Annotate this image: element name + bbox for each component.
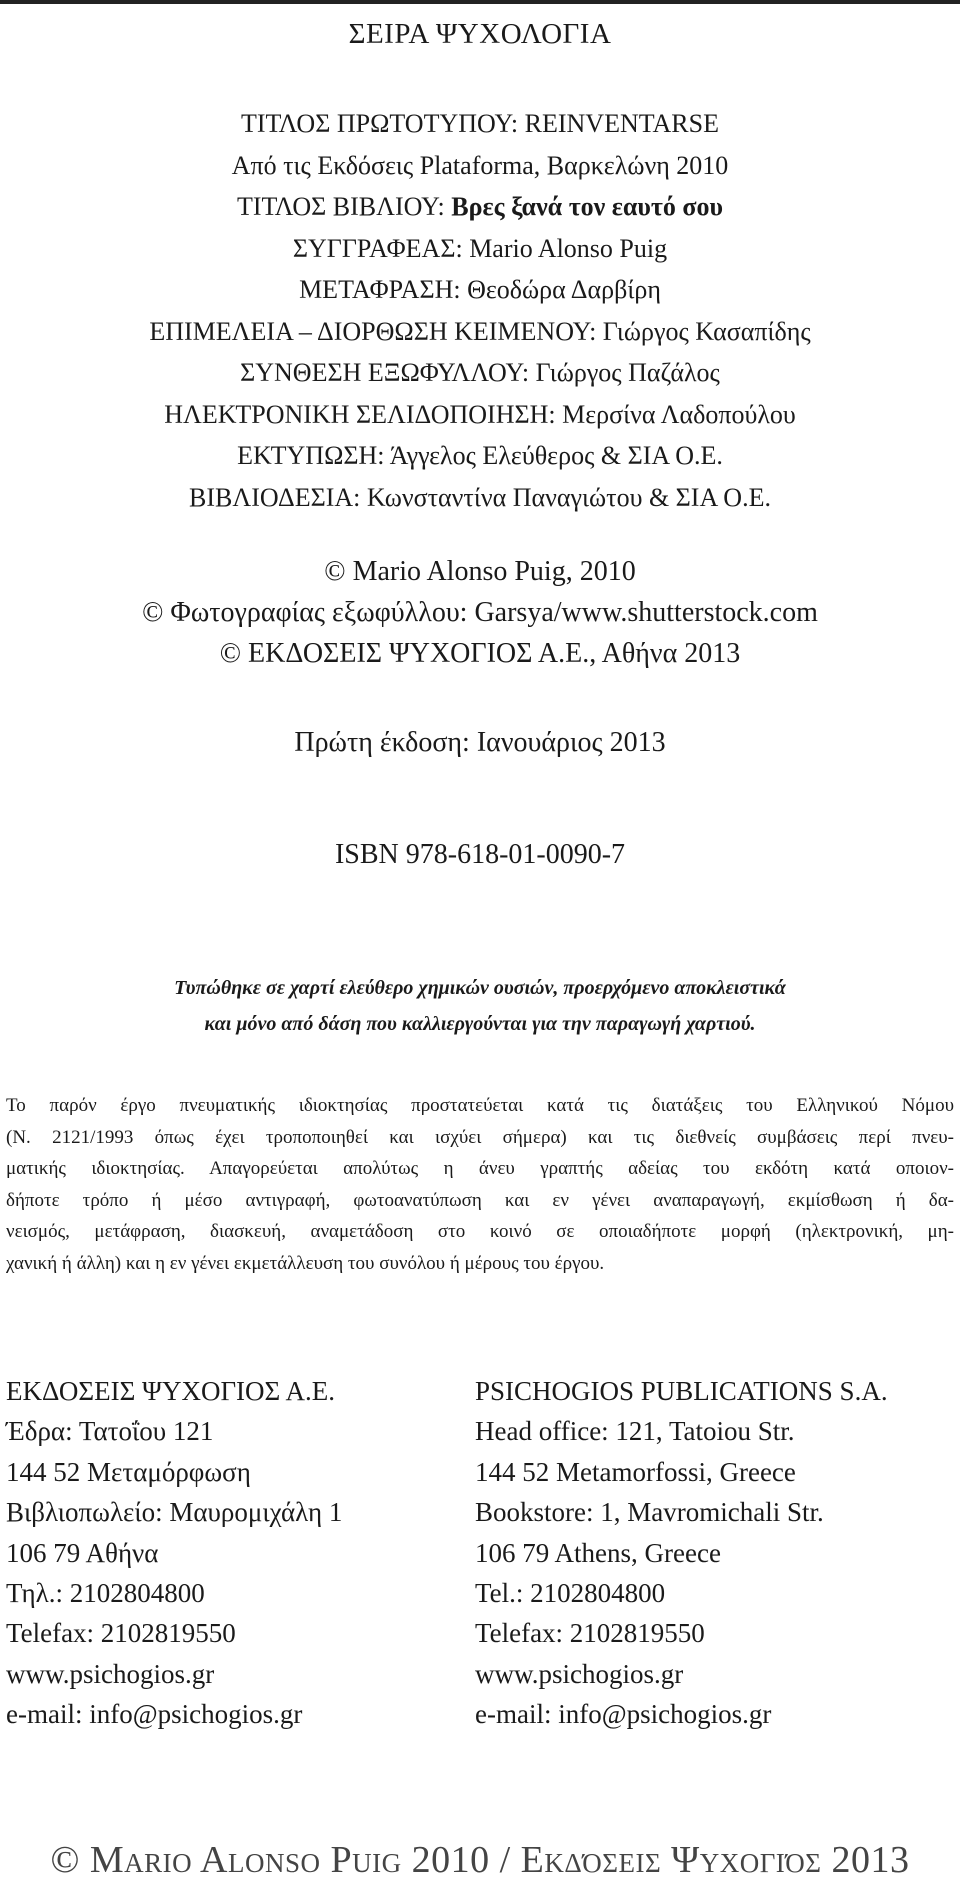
address-line: 106 79 Αθήνα [6, 1537, 159, 1568]
address-line: Βιβλιοπωλείο: Μαυρομιχάλη 1 [6, 1497, 343, 1528]
paper-note-line: Τυπώθηκε σε χαρτί ελεύθερο χημικών ουσιών, προερχόμενο αποκλειστικά [174, 977, 786, 999]
series-title: ΣΕΙΡΑ ΨΥΧΟΛΟΓΙΑ [348, 18, 612, 50]
paper-note [0, 970, 960, 1042]
legal-line: δήποτε τρόπο ή μέσο αντιγραφή, φωτοανατύπωση και εν γένει αναπαραγωγή, εκμίσθωση ή δα- [6, 1189, 954, 1211]
binding-line: ΒΙΒΛΙΟΔΕΣΙΑ: Κωνσταντίνα Παναγιώτου & ΣΙΑ Ο.Ε. [189, 482, 771, 512]
address-line: Tel.: 2102804800 [475, 1578, 666, 1609]
legal-line: χανική ή άλλη) και η εν γένει εκμετάλλευση του συνόλου ή μέρους του έργου. [6, 1252, 605, 1274]
editing-line: ΕΠΙΜΕΛΕΙΑ – ΔΙΟΡΘΩΣΗ ΚΕΙΜΕΝΟΥ: Γιώργος Κασαπίδης [149, 316, 811, 346]
address-line: www.psichogios.gr [475, 1658, 684, 1689]
address-line: e-mail: info@psichogios.gr [6, 1699, 303, 1730]
top-rule [0, 0, 960, 4]
address-line: www.psichogios.gr [6, 1658, 215, 1689]
book-title-label: ΤΙΤΛΟΣ ΒΙΒΛΙΟΥ: [236, 192, 452, 221]
address-line: Telefax: 2102819550 [6, 1618, 236, 1649]
address-line: e-mail: info@psichogios.gr [475, 1699, 772, 1730]
address-line: PSICHOGIOS PUBLICATIONS S.A. [475, 1376, 888, 1406]
address-line: ΕΚΔΟΣΕΙΣ ΨΥΧΟΓΙΟΣ Α.Ε. [6, 1376, 336, 1406]
publisher-address-english [475, 1371, 888, 1735]
address-line: 144 52 Μεταμόρφωση [6, 1456, 251, 1487]
legal-line: ματικής ιδιοκτησίας. Απαγορεύεται απολύτως η άνευ γραπτής αδείας του εκδότη κατά οποιον- [6, 1158, 954, 1179]
author-line: ΣΥΓΓΡΑΦΕΑΣ: Mario Alonso Puig [292, 233, 668, 263]
address-line: 144 52 Metamorfossi, Greece [475, 1456, 796, 1487]
copyright-author: © Mario Alonso Puig, 2010 [324, 556, 636, 587]
address-line: Τηλ.: 2102804800 [6, 1578, 205, 1609]
legal-notice [6, 1090, 954, 1279]
address-line: Έδρα: Τατοΐου 121 [6, 1416, 214, 1447]
credits-block [0, 103, 960, 518]
legal-line: Το παρόν έργο πνευματικής ιδιοκτησίας προστατεύεται κατά τις διατάξεις του Ελληνικού Νόμου [6, 1095, 954, 1116]
book-title-line [0, 186, 960, 228]
publisher-address-greek [6, 1371, 342, 1735]
first-edition: Πρώτη έκδοση: Ιανουάριος 2013 [294, 727, 666, 758]
copyright-cover-photo: © Φωτογραφίας εξωφύλλου: Garsya/www.shutterstock.com [142, 597, 818, 628]
legal-line: (Ν. 2121/1993 όπως έχει τροποποιηθεί και ισχύει σήμερα) και τις διεθνείς συμβάσεις περί πνευ- [6, 1126, 954, 1148]
translation-line: ΜΕΤΑΦΡΑΣΗ: Θεοδώρα Δαρβίρη [299, 275, 661, 304]
e-layout-line: ΗΛΕΚΤΡΟΝΙΚΗ ΣΕΛΙΔΟΠΟΙΗΣΗ: Μερσίνα Λαδοπούλου [164, 399, 796, 429]
book-title: Βρες ξανά τον εαυτό σου [451, 192, 724, 221]
isbn: ISBN 978-618-01-0090-7 [334, 839, 626, 870]
copyright-block [0, 551, 960, 674]
address-line: Head office: 121, Tatoiou Str. [475, 1416, 795, 1447]
legal-line: νεισμός, μετάφραση, διασκευή, αναμετάδοση στο κοινό σε οποιαδήποτε μορφή (ηλεκτρονική, μη- [6, 1221, 954, 1242]
paper-note-line: και μόνο από δάση που καλλιεργούνται για την παραγωγή χαρτιού. [204, 1013, 756, 1035]
printing-line: ΕΚΤΥΠΩΣΗ: Άγγελος Ελεύθερος & ΣΙΑ Ο.Ε. [237, 441, 723, 470]
copyright-publisher: © ΕΚΔΟΣΕΙΣ ΨΥΧΟΓΙΟΣ Α.Ε., Αθήνα 2013 [219, 638, 741, 669]
address-line: Telefax: 2102819550 [475, 1618, 705, 1649]
address-line: Bookstore: 1, Mavromichali Str. [475, 1497, 824, 1528]
page-footer: © Mario Alonso Puig 2010 / Εκδόσεις Ψυχογιός 2013 [50, 1839, 910, 1881]
original-publisher-line: Από τις Εκδόσεις Plataforma, Βαρκελώνη 2010 [231, 150, 729, 180]
original-title-line: ΤΙΤΛΟΣ ΠΡΩΤΟΤΥΠΟΥ: REINVENTARSE [241, 109, 719, 138]
cover-design-line: ΣΥΝΘΕΣΗ ΕΞΩΦΥΛΛΟΥ: Γιώργος Παζάλος [240, 358, 720, 387]
address-line: 106 79 Athens, Greece [475, 1537, 721, 1568]
